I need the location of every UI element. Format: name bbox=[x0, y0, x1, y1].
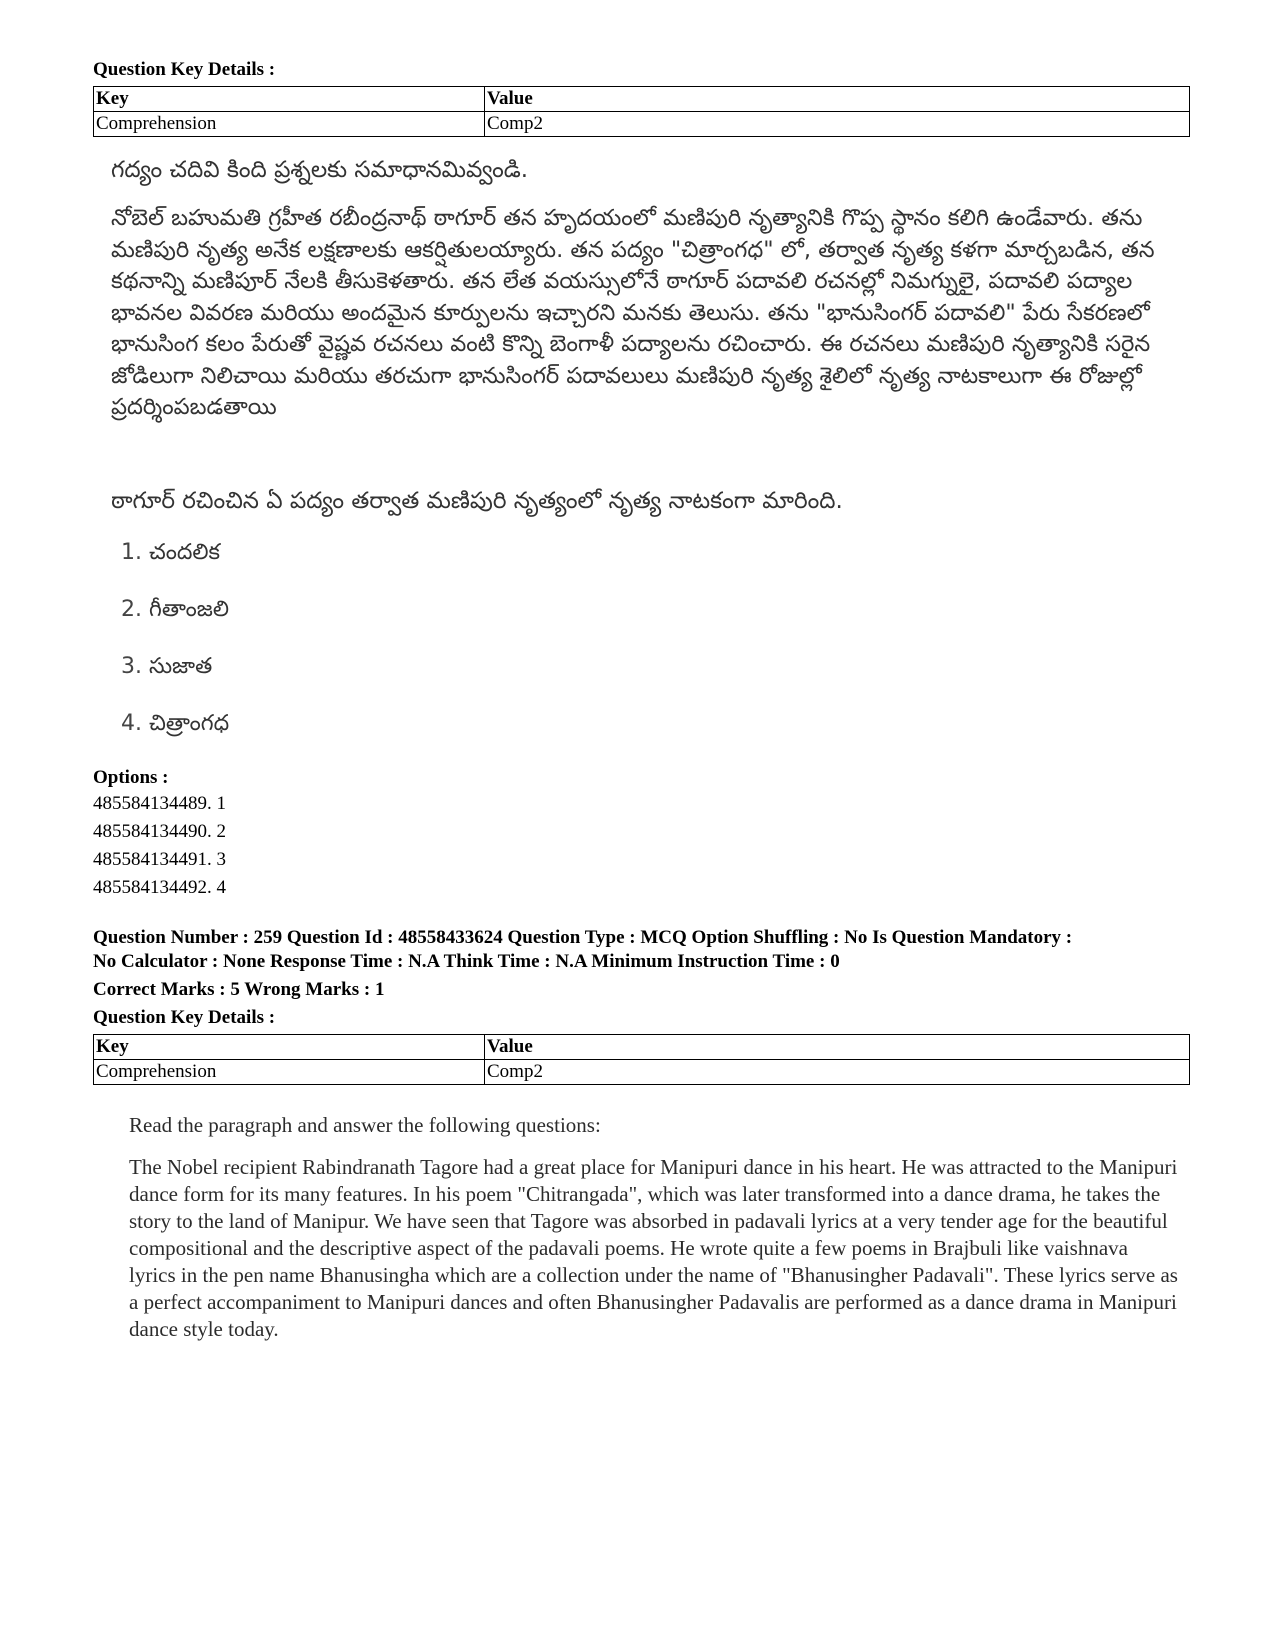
english-instruction: Read the paragraph and answer the following questions: bbox=[129, 1112, 601, 1137]
option-id: 485584134492. 4 bbox=[93, 876, 226, 898]
list-item bbox=[121, 538, 1190, 595]
option-text: చందలిక bbox=[149, 539, 221, 565]
table-row bbox=[94, 112, 1190, 137]
question-key-details-heading: Question Key Details : bbox=[93, 59, 276, 80]
question-key-details-heading-2: Question Key Details : bbox=[93, 1006, 276, 1028]
option-id-list bbox=[93, 790, 1190, 902]
list-item bbox=[121, 595, 1190, 652]
option-text: చిత్రాంగధ bbox=[149, 710, 230, 736]
key-cell: Comprehension bbox=[94, 112, 485, 137]
value-header: Value bbox=[485, 1034, 1190, 1059]
document-page bbox=[93, 58, 1190, 1343]
option-number: 2. bbox=[121, 596, 142, 622]
option-id: 485584134490. 2 bbox=[93, 820, 226, 842]
list-item bbox=[121, 709, 1190, 766]
option-text: గీతాంజలి bbox=[149, 596, 229, 622]
key-header: Key bbox=[94, 1034, 485, 1059]
option-text: సుజాత bbox=[149, 653, 213, 679]
value-cell: Comp2 bbox=[485, 112, 1190, 137]
question-meta-line1: Question Number : 259 Question Id : 48558433624 Question Type : MCQ Option Shuffling : No Is Question Mandatory : bbox=[93, 926, 1073, 948]
option-number: 3. bbox=[121, 653, 142, 679]
options-heading: Options : bbox=[93, 766, 169, 788]
telugu-paragraph: నోబెల్ బహుమతి గ్రహీత రబీంద్రనాథ్ ఠాగూర్ తన హృదయంలో మణిపురి నృత్యానికి గొప్ప స్థానం కలిగి ఉండేవారు. తను మణిపురి నృత్య అనేక లక్షణాలకు ఆకర్షితులయ్యారు. తన పద్యం "చిత్రాంగధ" లో, తర్వాత నృత్య కళగా మార్చబడిన, తన కథనాన్ని మణిపూర్ నేలకి తీసుకెళతారు. తన లేత వయస్సులోనే ఠాగూర్ పదావలి రచనల్లో నిమగ్నులై, పదావలి పద్యాల భావనల వివరణ మరియు అందమైన కూర్పులను ఇచ్చారని మనకు తెలుసు. తను "భానుసింగర్ పదావలి" పేరు సేకరణలో భానుసింగ కలం పేరుతో వైష్ణవ రచనలు వంటి కొన్ని బెంగాళీ పద్యాలను రచించారు. ఈ రచనలు మణిపురి నృత్యానికి సరైన జోడిలుగా నిలిచాయి మరియు తరచుగా భానుసింగర్ పదావలులు మణిపురి నృత్య శైలిలో నృత్య నాటకాలుగా ఈ రోజుల్లో ప్రదర్శింపబడతాయి bbox=[111, 205, 1155, 420]
value-cell: Comp2 bbox=[485, 1059, 1190, 1084]
english-paragraph: The Nobel recipient Rabindranath Tagore had a great place for Manipuri dance in his heart. He was attracted to the Manipuri dance form for its many features. In his poem "Chitrangada", which was later transformed into a dance drama, he takes the story to the land of Manipur. We have seen that Tagore was absorbed in padavali lyrics at a very tender age for the beautiful compositional and the descriptive aspect of the padavali poems. He wrote quite a few poems in Brajbuli like vaishnava lyrics in the pen name Bhanusingha which are a collection under the name of "Bhanusingher Padavali". These lyrics serve as a perfect accompaniment to Manipuri dances and often Bhanusingher Padavalis are performed as a dance drama in Manipuri dance style today. bbox=[129, 1154, 1178, 1341]
value-header: Value bbox=[485, 87, 1190, 112]
option-number: 1. bbox=[121, 539, 142, 565]
telugu-question: ఠాగూర్ రచించిన ఏ పద్యం తర్వాత మణిపురి నృత్యంలో నృత్య నాటకంగా మారింది. bbox=[111, 487, 843, 514]
table-row bbox=[94, 1059, 1190, 1084]
question-key-table-2 bbox=[93, 1034, 1190, 1085]
question-meta-line2: No Calculator : None Response Time : N.A Think Time : N.A Minimum Instruction Time : 0 bbox=[93, 950, 840, 972]
marks-line: Correct Marks : 5 Wrong Marks : 1 bbox=[93, 978, 385, 1000]
key-header: Key bbox=[94, 87, 485, 112]
table-header-row bbox=[94, 87, 1190, 112]
option-id: 485584134489. 1 bbox=[93, 792, 226, 814]
table-header-row bbox=[94, 1034, 1190, 1059]
key-cell: Comprehension bbox=[94, 1059, 485, 1084]
telugu-options-list bbox=[121, 538, 1190, 766]
option-number: 4. bbox=[121, 710, 142, 736]
list-item bbox=[121, 652, 1190, 709]
question-key-table bbox=[93, 86, 1190, 137]
option-id: 485584134491. 3 bbox=[93, 848, 226, 870]
telugu-instruction: గద్యం చదివి కింది ప్రశ్నలకు సమాధానమివ్వండి. bbox=[111, 157, 529, 183]
